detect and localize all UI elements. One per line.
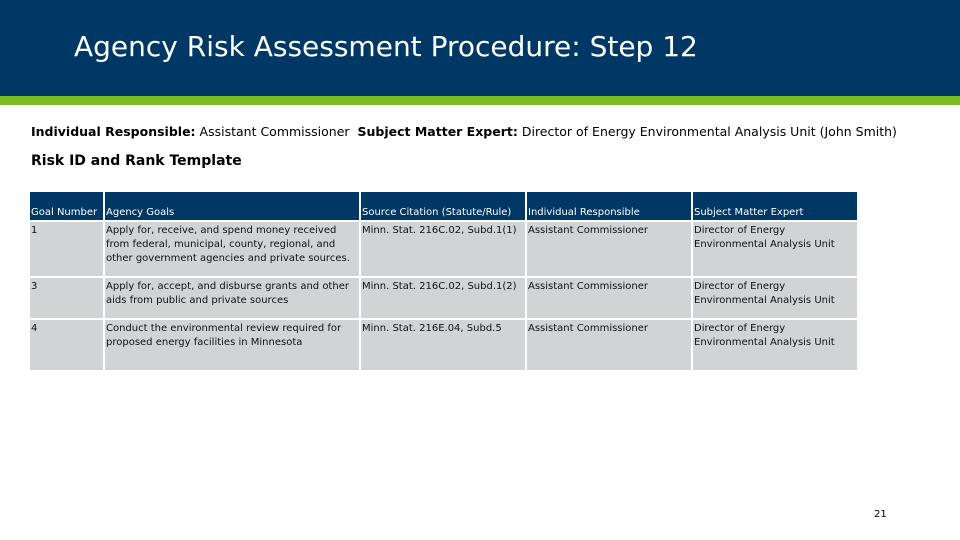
cell-agency-goal: Conduct the environmental review required for proposed energy facilities in Minnesota bbox=[104, 319, 360, 371]
table-row bbox=[30, 277, 858, 319]
cell-individual-responsible: Assistant Commissioner bbox=[526, 221, 692, 277]
accent-bar bbox=[0, 96, 960, 105]
header-subject-matter-expert: Subject Matter Expert bbox=[692, 192, 858, 221]
cell-source-citation: Minn. Stat. 216C.02, Subd.1(1) bbox=[360, 221, 526, 277]
table-row bbox=[30, 221, 858, 277]
section-title: Risk ID and Rank Template bbox=[31, 153, 242, 169]
slide-header bbox=[0, 0, 960, 96]
cell-goal-number: 1 bbox=[30, 221, 104, 277]
individual-responsible-label: Individual Responsible: bbox=[31, 124, 196, 139]
cell-source-citation: Minn. Stat. 216C.02, Subd.1(2) bbox=[360, 277, 526, 319]
cell-individual-responsible: Assistant Commissioner bbox=[526, 277, 692, 319]
sme-label: Subject Matter Expert: bbox=[357, 124, 518, 139]
cell-agency-goal: Apply for, receive, and spend money received from federal, municipal, county, regional, and other government agencies and private sources. bbox=[104, 221, 360, 277]
cell-individual-responsible: Assistant Commissioner bbox=[526, 319, 692, 371]
individual-responsible-value: Assistant Commissioner bbox=[199, 124, 350, 139]
header-individual-responsible: Individual Responsible bbox=[526, 192, 692, 221]
header-goal-number: Goal Number bbox=[30, 192, 104, 221]
cell-subject-matter-expert: Director of Energy Environmental Analysis Unit bbox=[692, 221, 858, 277]
risk-table bbox=[30, 192, 859, 372]
cell-agency-goal: Apply for, accept, and disburse grants and other aids from public and private sources bbox=[104, 277, 360, 319]
page-number: 21 bbox=[874, 509, 887, 520]
responsibility-line bbox=[31, 124, 897, 139]
cell-goal-number: 4 bbox=[30, 319, 104, 371]
sme-value: Director of Energy Environmental Analysis Unit (John Smith) bbox=[521, 124, 897, 139]
header-agency-goals: Agency Goals bbox=[104, 192, 360, 221]
table-header-row bbox=[30, 192, 858, 221]
cell-goal-number: 3 bbox=[30, 277, 104, 319]
cell-source-citation: Minn. Stat. 216E.04, Subd.5 bbox=[360, 319, 526, 371]
slide-title: Agency Risk Assessment Procedure: Step 12 bbox=[74, 30, 698, 63]
cell-subject-matter-expert: Director of Energy Environmental Analysis Unit bbox=[692, 319, 858, 371]
header-source-citation: Source Citation (Statute/Rule) bbox=[360, 192, 526, 221]
cell-subject-matter-expert: Director of Energy Environmental Analysis Unit bbox=[692, 277, 858, 319]
table-row bbox=[30, 319, 858, 371]
